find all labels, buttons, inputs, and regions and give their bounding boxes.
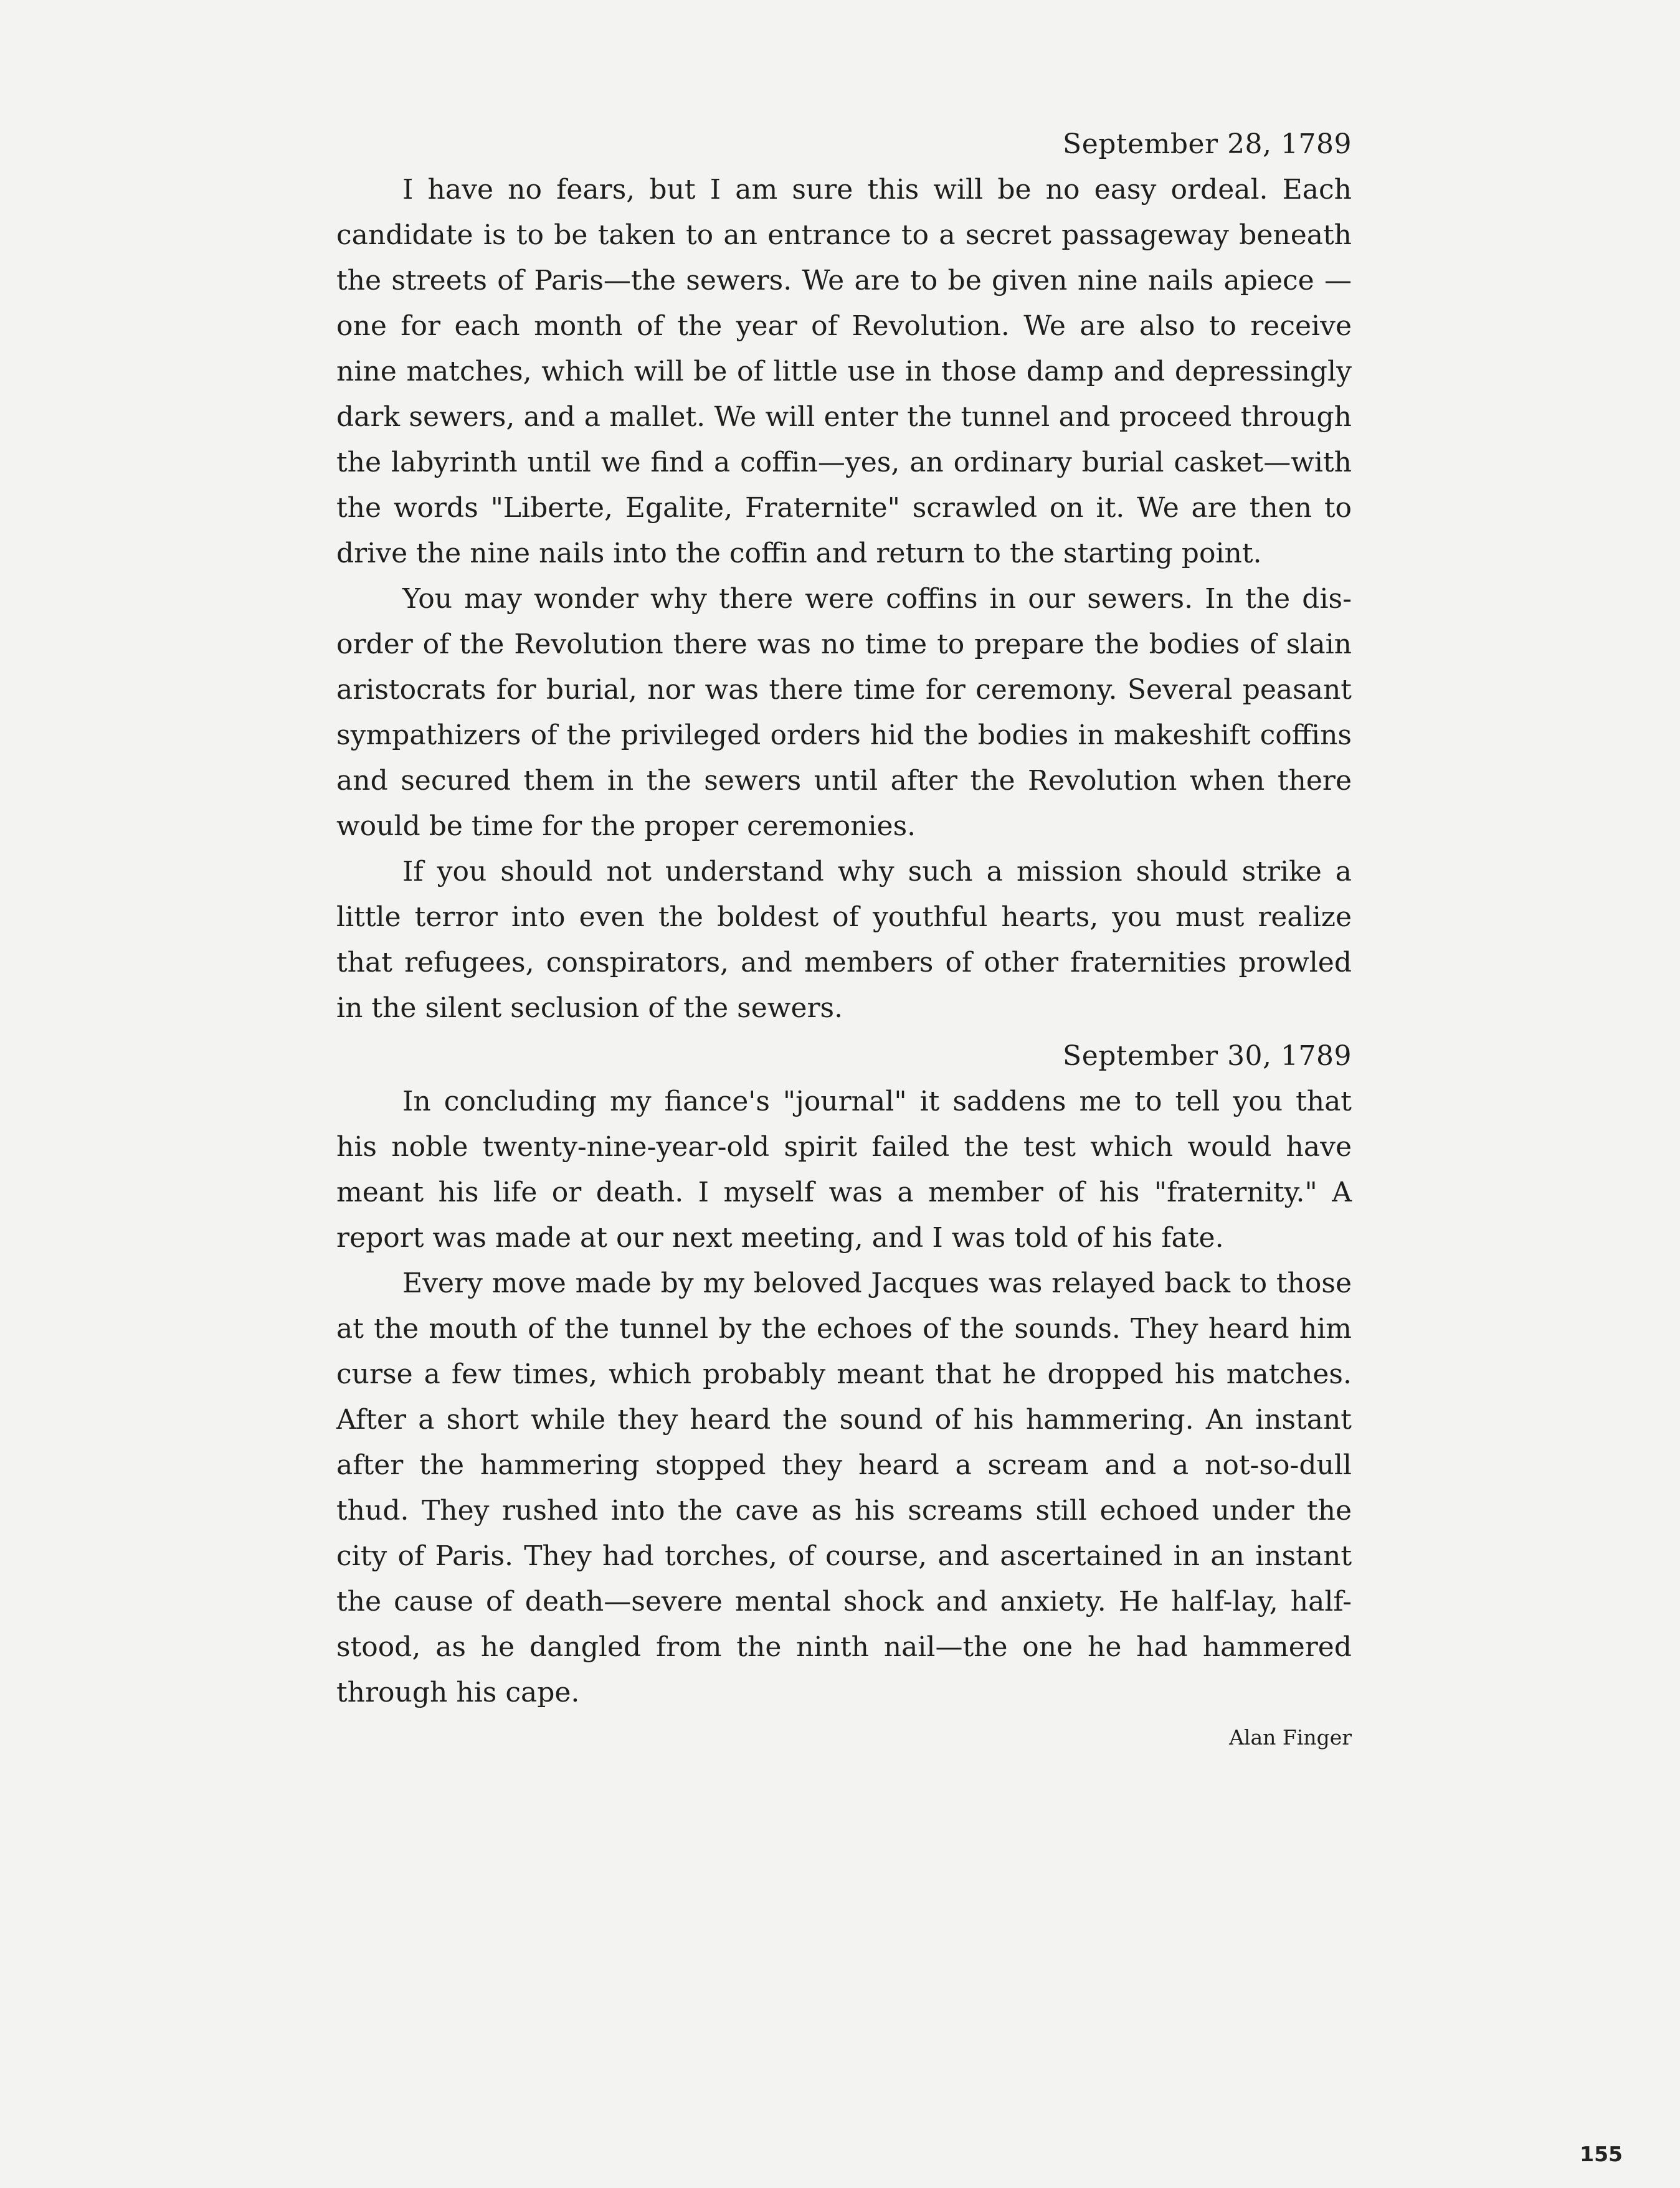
entry-date: September 30, 1789 xyxy=(1063,1040,1352,1072)
entry-date: September 28, 1789 xyxy=(1063,128,1352,160)
paragraph: You may wonder why there were coffins in our sewers. In the disorder of the Revolution there was no time to prepare the bodies of slain aristocrats for burial, nor was there time for ceremony. Several peasant sympathizers of the privileged orders hid the bodies in makeshift coffins and secured them in the sewers until after the Revolution when there would be time for the proper ceremonies. xyxy=(336,583,1352,842)
paragraph: I have no fears, but I am sure this will be no easy ordeal. Each candidate is to be taken to an entrance to a secret passageway beneath the streets of Paris—the sewers. We are to be given nine nails apiece —one for each month of the year of Revolution. We are also to receive nine matches, which will be of little use in those damp and depressingly dark sewers, and a mallet. We will enter the tunnel and proceed through the labyrinth until we find a coffin—yes, an ordinary burial casket—with the words "Liberte, Egalite, Fraternite" scrawled on it. We are then to drive the nine nails into the coffin and return to the starting point. xyxy=(336,174,1352,569)
paragraph: In concluding my fiance's "journal" it saddens me to tell you that his noble twenty-nine-year-old spirit failed the test which would have meant his life or death. I myself was a member of his "fraternity." A report was made at our next meeting, and I was told of his fate. xyxy=(336,1086,1352,1254)
author-signature: Alan Finger xyxy=(1229,1725,1352,1750)
paragraph: If you should not understand why such a mission should strike a little terror into even the boldest of youthful hearts, you must realize that refugees, conspirators, and members of other fraternities prowled in the silent seclusion of the sewers. xyxy=(336,856,1352,1024)
journal-text xyxy=(336,121,1352,1756)
paragraph: Every move made by my beloved Jacques was relayed back to those at the mouth of the tunnel by the echoes of the sounds. They heard him curse a few times, which probably meant that he dropped his matches. After a short while they heard the sound of his hammering. An instant after the hammering stopped they heard a scream and a not-so-dull thud. They rushed into the cave as his screams still echoed under the city of Paris. They had torches, of course, and ascertained in an instant the cause of death—severe mental shock and anxiety. He half-lay, half-stood, as he dangled from the ninth nail—the one he had hammered through his cape. xyxy=(336,1267,1352,1708)
page-number: 155 xyxy=(1580,2142,1623,2166)
